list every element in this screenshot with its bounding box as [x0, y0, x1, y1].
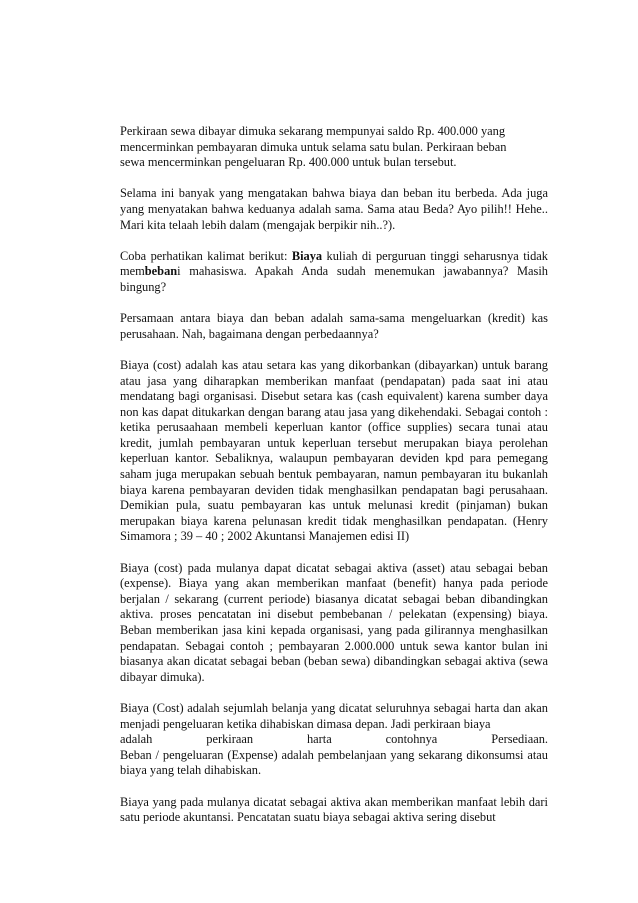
text-line: Perkiraan sewa dibayar dimuka sekarang mempunyai saldo Rp. 400.000 yang — [120, 124, 506, 138]
paragraph-cost-definition: Biaya (cost) adalah kas atau setara kas yang dikorbankan (dibayarkan) untuk barang atau jasa yang diharapkan memberikan manfaat (pendapatan) pada saat ini atau mendatang bagi organisasi. Disebut setara kas (cash equivalent) karena sumber daya non kas dapat ditukarkan dengan barang atau jasa yang dikehendaki. Sebagai contoh : ketika perusaahaan membeli keperluan kantor (office supplies) secara tunai atau kredit, jumlah pembayaran untuk keperluan tersebut merupakan biaya perolehan keperluan kantor. Sebaliknya, walaupun pembayaran deviden kpd para pemegang saham juga merupakan sebuah bentuk pembayaran, namun pembayaran itu bukanlah biaya karena pembayaran deviden tidak menghasilkan pendapatan bagi perusahaan. Demikian pula, suatu pembayaran kas untuk melunasi kredit (pinjaman) bukan merupakan biaya karena pelunasan kredit tidak menghasilkan pendapatan. (Henry Simamora ; 39 – 40 ; 2002 Akuntansi Manajemen edisi II) — [120, 357, 548, 544]
paragraph-asset-benefit: Biaya yang pada mulanya dicatat sebagai aktiva akan memberikan manfaat lebih dari satu periode akuntansi. Pencatatan suatu biaya sebagai aktiva sering disebut — [120, 794, 548, 825]
text-line: Biaya (Cost) adalah sejumlah belanja yang dicatat seluruhnya sebagai harta dan akan menjadi pengeluaran ketika dihabiskan dimasa depan. Jadi perkiraan biaya — [120, 700, 548, 731]
paragraph-cost-recording: Biaya (cost) pada mulanya dapat dicatat sebagai aktiva (asset) atau sebagai beban (expense). Biaya yang akan memberikan manfaat (benefit) hanya pada periode berjalan / sekarang (current periode) biasanya dicatat sebagai beban dibandingkan aktiva. proses pencatatan ini disebut pembebanan / pelekatan (expensing) biaya. Beban memberikan jasa kini kepada organisasi, yang pada gilirannya menghasilkan pendapatan. Sebagai contoh ; pembayaran 2.000.000 untuk sewa kantor bulan ini biasanya akan dicatat sebagai beban (beban sewa) dibandingkan sebagai aktiva (sewa dibayar dimuka). — [120, 560, 548, 684]
paragraph-example-sentence: Coba perhatikan kalimat berikut: Biaya kuliah di perguruan tinggi seharusnya tidak membebani mahasiswa. Apakah Anda sudah menemukan jawabannya? Masih bingung? — [120, 248, 548, 294]
document-body — [120, 124, 548, 841]
paragraph-similarity: Persamaan antara biaya dan beban adalah sama-sama mengeluarkan (kredit) kas perusahaan. Nah, bagaimana dengan perbedaannya? — [120, 311, 548, 341]
text-line: sewa mencerminkan pengeluaran Rp. 400.000 untuk bulan tersebut. — [120, 155, 457, 170]
text-line: mencerminkan pembayaran dimuka untuk selama satu bulan. Perkiraan beban — [120, 139, 507, 154]
paragraph-intro: Selama ini banyak yang mengatakan bahwa biaya dan beban itu berbeda. Ada juga yang menyatakan bahwa keduanya adalah sama. Sama atau Beda? Ayo pilih!! Hehe.. Mari kita telaah lebih dalam (mengajak berpikir nih..?). — [120, 186, 548, 232]
paragraph-cost-vs-expense — [120, 701, 548, 779]
text-line: Beban / pengeluaran (Expense) adalah pembelanjaan yang sekarang dikonsumsi atau biaya yang telah dihabiskan. — [120, 747, 548, 778]
paragraph-rent-prepaid — [120, 124, 548, 171]
bold-beban: beban — [144, 264, 178, 279]
text-line-spread: adalah perkiraan harta contohnya Persediaan. — [120, 732, 548, 747]
bold-biaya: Biaya — [291, 248, 323, 263]
